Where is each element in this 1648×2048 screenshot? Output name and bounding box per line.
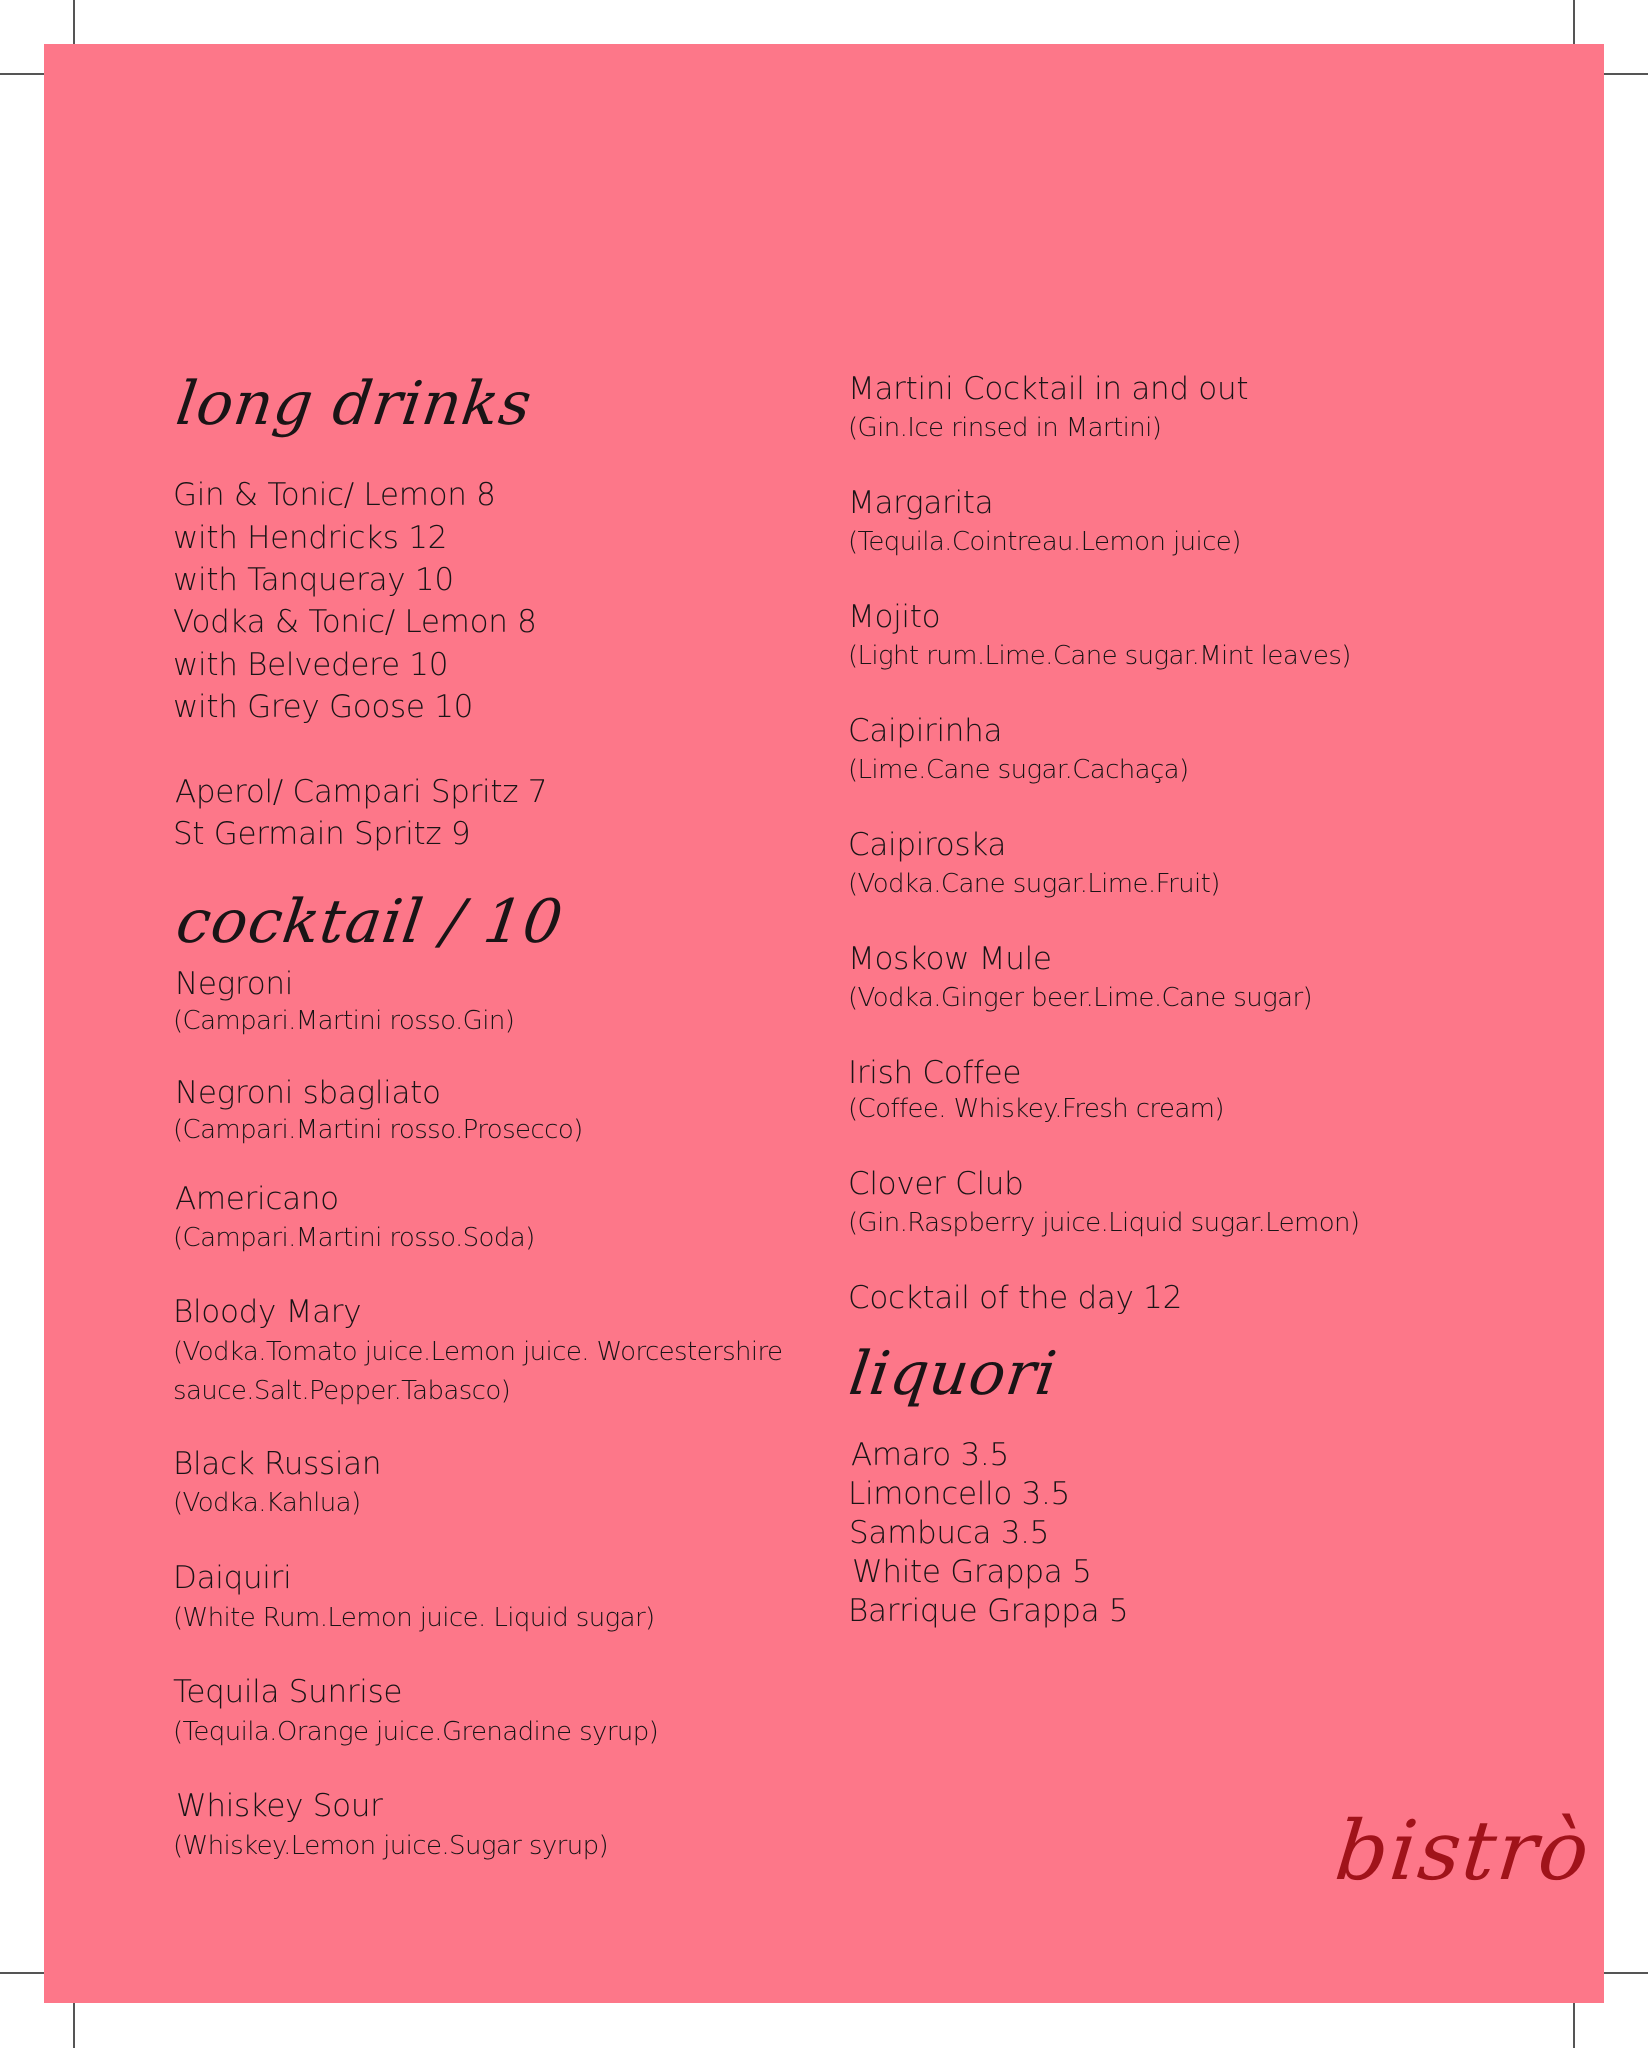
cocktail-ingredients: (Light rum.Lime.Cane sugar.Mint leaves) <box>848 641 1351 671</box>
cocktail-name: Mojito <box>848 599 941 635</box>
menu-page <box>44 44 1604 2003</box>
cocktail-name: Margarita <box>848 485 994 521</box>
cocktail-ingredients: (Tequila.Orange juice.Grenadine syrup) <box>173 1717 659 1747</box>
cocktail-ingredients: (White Rum.Lemon juice. Liquid sugar) <box>173 1603 655 1633</box>
cocktail-ingredients: (Tequila.Cointreau.Lemon juice) <box>848 527 1241 557</box>
long-drink-item: Gin & Tonic/ Lemon 8 <box>173 477 496 513</box>
section-heading-liquori: liquori <box>845 1339 1062 1409</box>
cocktail-name: Caipirinha <box>848 713 1003 749</box>
cocktail-ingredients: (Gin.Raspberry juice.Liquid sugar.Lemon) <box>848 1208 1360 1238</box>
cocktail-name: Daiquiri <box>173 1560 292 1596</box>
cocktail-name: Black Russian <box>173 1446 382 1482</box>
bistro-logo: bistrò <box>1331 1804 1596 1899</box>
long-drink-item: with Belvedere 10 <box>173 647 449 683</box>
cocktail-ingredients: (Lime.Cane sugar.Cachaça) <box>848 755 1189 785</box>
long-drink-item: Vodka & Tonic/ Lemon 8 <box>173 604 537 640</box>
cocktail-ingredients: (Vodka.Ginger beer.Lime.Cane sugar) <box>848 983 1313 1013</box>
section-heading-long-drinks: long drinks <box>172 369 537 439</box>
cocktail-name: Caipiroska <box>848 827 1007 863</box>
cocktail-ingredients: sauce.Salt.Pepper.Tabasco) <box>173 1376 511 1406</box>
cocktail-name: Negroni <box>175 966 294 1002</box>
cocktail-name: Moskow Mule <box>848 941 1052 977</box>
cocktail-name: Clover Club <box>848 1166 1024 1202</box>
cocktail-name: Negroni sbagliato <box>175 1075 441 1111</box>
cocktail-ingredients: (Campari.Martini rosso.Soda) <box>173 1223 535 1253</box>
cocktail-ingredients: (Vodka.Kahlua) <box>173 1488 361 1518</box>
long-drink-item: with Grey Goose 10 <box>173 689 474 725</box>
cocktail-ingredients: (Whiskey.Lemon juice.Sugar syrup) <box>173 1831 609 1861</box>
cocktail-name: Martini Cocktail in and out <box>848 371 1249 407</box>
section-heading-cocktail: cocktail / 10 <box>172 887 568 957</box>
long-drink-item: with Hendricks 12 <box>173 520 448 556</box>
liquor-item: Limoncello 3.5 <box>848 1476 1070 1512</box>
liquor-item: Barrique Grappa 5 <box>848 1593 1129 1629</box>
liquor-item: Sambuca 3.5 <box>849 1515 1050 1551</box>
cocktail-ingredients: (Vodka.Cane sugar.Lime.Fruit) <box>848 869 1220 899</box>
cocktail-name: Tequila Sunrise <box>173 1674 403 1710</box>
cocktail-ingredients: (Vodka.Tomato juice.Lemon juice. Worcestershire <box>173 1337 783 1367</box>
liquor-item: White Grappa 5 <box>852 1554 1092 1590</box>
cocktail-ingredients: (Campari.Martini rosso.Prosecco) <box>173 1115 583 1145</box>
cocktail-ingredients: (Coffee. Whiskey.Fresh cream) <box>848 1094 1224 1124</box>
cocktail-name: Whiskey Sour <box>176 1788 383 1824</box>
cocktail-name: Irish Coffee <box>848 1055 1022 1091</box>
cocktail-of-the-day: Cocktail of the day 12 <box>848 1280 1183 1316</box>
long-drink-item: with Tanqueray 10 <box>173 562 454 598</box>
spritz-item: Aperol/ Campari Spritz 7 <box>175 774 548 810</box>
cocktail-name: Americano <box>175 1181 339 1217</box>
cocktail-ingredients: (Campari.Martini rosso.Gin) <box>173 1006 515 1036</box>
cocktail-name: Bloody Mary <box>173 1294 362 1330</box>
spritz-item: St Germain Spritz 9 <box>173 816 471 852</box>
liquor-item: Amaro 3.5 <box>851 1437 1009 1473</box>
cocktail-ingredients: (Gin.Ice rinsed in Martini) <box>848 413 1162 443</box>
